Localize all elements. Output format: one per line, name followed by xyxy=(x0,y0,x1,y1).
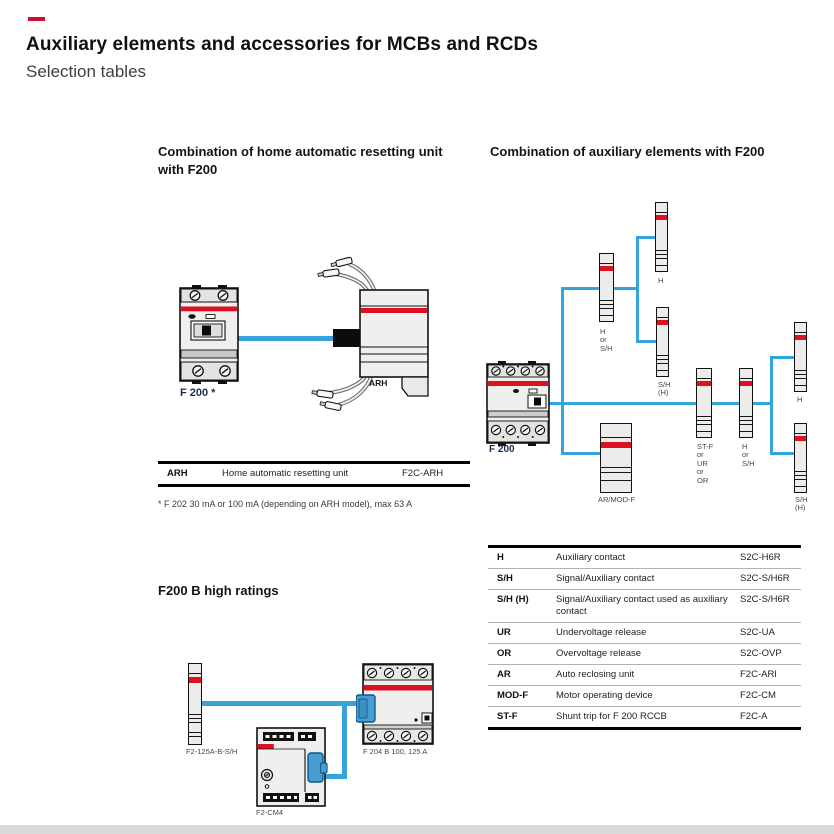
label-line: S/H xyxy=(742,458,755,468)
page-title: Auxiliary elements and accessories for MCBs and RCDs xyxy=(26,34,539,55)
accent-dash xyxy=(28,17,45,21)
aux-module-h-or-sh-upper xyxy=(599,253,614,322)
table-row xyxy=(488,568,801,589)
label-line: (H) xyxy=(658,388,669,398)
f204-b-device xyxy=(356,662,436,748)
label-line: or xyxy=(697,467,704,477)
right-section-title: Combination of auxiliary elements with F200 xyxy=(490,144,765,159)
module-label-h-or-sh-main xyxy=(742,443,755,468)
aux-module-sh-h-right xyxy=(794,423,807,493)
page-subtitle: Selection tables xyxy=(26,62,147,81)
table-cell-term: UR xyxy=(497,626,511,638)
aux-module-h-right xyxy=(794,322,807,392)
connection-line xyxy=(770,452,797,455)
arh-device xyxy=(303,248,435,416)
module-label-stf-ur-or xyxy=(697,443,713,485)
table-row xyxy=(488,706,801,727)
footnote: * F 202 30 mA or 100 mA (depending on ARH model), max 63 A xyxy=(158,499,413,509)
connection-line xyxy=(770,356,773,455)
label-line: or xyxy=(600,335,607,345)
arh-label: ARH xyxy=(369,378,388,388)
table-cell-term: H xyxy=(497,552,504,563)
label-line: (H) xyxy=(795,503,806,513)
table-cell-code: S2C-UA xyxy=(740,626,775,638)
table-cell-description: Signal/Auxiliary contact xyxy=(556,573,655,584)
table-cell-code: S2C-S/H6R xyxy=(740,594,790,605)
table-row xyxy=(488,622,801,643)
label-line: H xyxy=(797,395,803,404)
f204-b-label: F 204 B 100, 125 A xyxy=(363,747,428,756)
arh-table xyxy=(158,461,470,487)
f2-cm4-device xyxy=(253,725,333,809)
table-cell-term: MOD-F xyxy=(497,689,529,701)
label-line: or xyxy=(742,450,749,460)
table-cell-term: AR xyxy=(497,668,511,680)
table-cell-code: F2C-ARI xyxy=(740,668,777,680)
connection-line xyxy=(636,236,639,343)
table-cell-term: S/H (H) xyxy=(497,594,529,605)
label-line: or xyxy=(697,450,704,460)
aux-module-stf-ur-or xyxy=(696,368,712,438)
module-label-h-top xyxy=(658,277,663,285)
table-row xyxy=(158,464,470,484)
label-line: UR xyxy=(697,458,708,468)
label-line: H xyxy=(742,442,748,451)
table-cell-description: Auxiliary contact xyxy=(556,552,626,563)
table-row xyxy=(488,664,801,685)
auxiliary-elements-table xyxy=(488,545,801,730)
module-label-h-or-sh-upper xyxy=(600,328,613,353)
f2-125a-label: F2-125A-B-S/H xyxy=(186,747,238,756)
table-cell-description: Shunt trip for F 200 RCCB xyxy=(556,710,667,722)
table-cell-code: F2C-A xyxy=(740,710,768,722)
bottom-section-title: F200 B high ratings xyxy=(158,583,279,598)
label-line: AR/MOD-F xyxy=(598,495,636,504)
table-cell-description: Home automatic resetting unit xyxy=(222,468,349,479)
table-cell-description: Overvoltage release xyxy=(556,647,642,659)
label-line: with F200 xyxy=(158,162,218,177)
table-cell-term: S/H xyxy=(497,573,513,584)
module-label-h-right xyxy=(797,396,802,404)
table-cell-description: Signal/Auxiliary contact used as auxiliary contact xyxy=(556,594,728,617)
label-line: Combination of home automatic resetting unit xyxy=(158,144,443,159)
table-cell-description: Auto reclosing unit xyxy=(556,668,635,680)
table-row xyxy=(488,643,801,664)
f2-cm4-label: F2-CM4 xyxy=(256,808,284,817)
aux-module-h-or-sh-main xyxy=(739,368,753,438)
table-cell-term: ST-F xyxy=(497,710,518,722)
label-line: H xyxy=(658,276,664,285)
f2-125a-b-sh-module xyxy=(188,663,202,745)
label-line: S/H xyxy=(600,343,613,353)
table-cell-code: S2C-OVP xyxy=(740,647,782,659)
aux-module-h-top xyxy=(655,202,668,272)
table-row xyxy=(488,685,801,706)
label-line: ST-F xyxy=(697,442,714,451)
page-footer-bar xyxy=(0,825,834,834)
table-cell-code: F2C-CM xyxy=(740,689,776,701)
table-cell-description: Motor operating device xyxy=(556,689,653,701)
table-row xyxy=(488,548,801,568)
left-section-title xyxy=(158,143,488,179)
table-cell-code: S2C-H6R xyxy=(740,552,781,563)
connection-line xyxy=(561,287,564,455)
connection-line xyxy=(561,452,603,455)
module-label-sh-h-right xyxy=(795,496,808,513)
module-label-ar-mod-f xyxy=(598,496,635,504)
table-cell-code: S2C-S/H6R xyxy=(740,573,790,584)
label-line: OR xyxy=(697,475,709,485)
ar-mod-f-module xyxy=(600,423,632,493)
label-line: S/H xyxy=(795,495,808,504)
table-cell-code: F2C-ARH xyxy=(402,468,444,479)
aux-module-sh-h-upper xyxy=(656,307,669,377)
f200-4pole-label: F 200 xyxy=(489,444,515,455)
label-line: S/H xyxy=(658,380,671,389)
table-cell-term: ARH xyxy=(167,468,188,479)
table-cell-description: Undervoltage release xyxy=(556,626,647,638)
connection-line xyxy=(342,701,347,779)
connection-line xyxy=(770,356,797,359)
table-cell-term: OR xyxy=(497,647,512,659)
f200-2pole-label: F 200 * xyxy=(180,387,216,399)
module-label-sh-h-upper xyxy=(658,381,671,398)
f200-2pole-device xyxy=(179,284,240,386)
table-row xyxy=(488,589,801,622)
label-line: H xyxy=(600,327,606,336)
f200-4pole-device xyxy=(486,361,550,447)
